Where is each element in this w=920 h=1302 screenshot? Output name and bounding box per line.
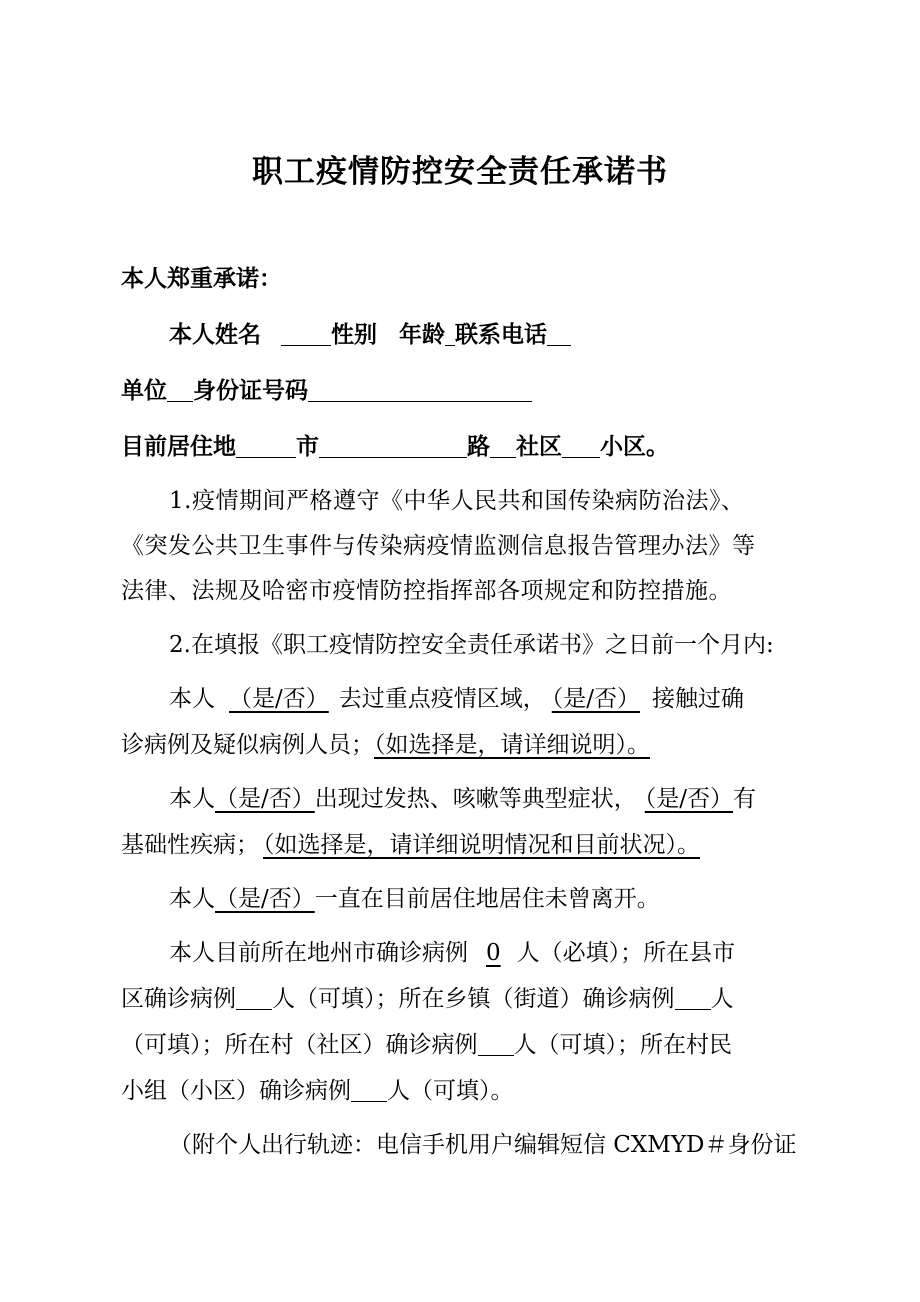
q2-mid: 出现过发热、咳嗽等典型症状， (314, 786, 637, 812)
unit-field[interactable] (167, 379, 193, 402)
cases-group-label: 小组（小区）确诊病例 (121, 1078, 351, 1104)
personal-info-row-2 (121, 376, 532, 406)
q2-note: （如选择是，请详细说明情况和目前状况）。 (263, 832, 700, 858)
cases-group-unit: 人（可填）。 (387, 1078, 514, 1104)
cases-prefecture-label: 本人目前所在地州市确诊病例 (169, 940, 468, 966)
cases-village-label: （可填）；所在村（社区）确诊病例 (121, 1032, 478, 1058)
id-label: 身份证号码 (193, 378, 308, 404)
phone-label: 联系电话 (455, 322, 548, 348)
cases-line-2 (121, 984, 734, 1014)
item2-line: 2.在填报《职工疫情防控安全责任承诺书》之日前一个月内: (169, 632, 774, 658)
residence-row (121, 432, 669, 462)
q1-suffix: 接触过确 (652, 686, 744, 712)
q1-line-1 (169, 684, 744, 714)
personal-info-row-1 (169, 320, 571, 350)
q1-mid: 去过重点疫情区域， (338, 686, 546, 712)
q3-choice[interactable]: （是/否） (215, 886, 315, 912)
q2-choice-1[interactable]: （是/否） (215, 786, 315, 812)
cases-prefecture-value[interactable]: 0 (486, 940, 501, 966)
page-title: 职工疫情防控安全责任承诺书 (252, 154, 668, 190)
residence-label: 目前居住地 (121, 434, 236, 460)
cases-line-3 (121, 1030, 732, 1060)
age-label: 年龄 (399, 322, 446, 348)
q1-prefix: 本人 (169, 686, 215, 712)
q3-suffix: 一直在目前居住地居住未曾离开。 (314, 886, 660, 912)
residence-field[interactable] (236, 435, 296, 458)
cases-town-unit: 人 (710, 986, 734, 1012)
cases-county-label-2: 区确诊病例 (121, 986, 236, 1012)
district-label: 小区。 (600, 434, 669, 460)
name-field[interactable] (281, 323, 331, 346)
q1-choice-2[interactable]: （是/否） (551, 686, 640, 712)
q1-note: （如选择是，请详细说明）。 (374, 732, 650, 758)
unit-label: 单位 (121, 378, 167, 404)
q2-line2-prefix: 基础性疾病； (121, 832, 259, 858)
road-field[interactable] (490, 435, 516, 458)
q2-choice-2[interactable]: （是/否） (644, 786, 733, 812)
city-label: 市 (296, 434, 319, 460)
item1-line-1: 1.疫情期间严格遵守《中华人民共和国传染病防治法》、 (169, 488, 745, 514)
q3-line (169, 884, 660, 914)
q2-prefix: 本人 (169, 786, 215, 812)
q3-prefix: 本人 (169, 886, 215, 912)
age-field[interactable] (445, 323, 455, 346)
intro-heading: 本人郑重承诺： (121, 266, 282, 292)
q2-suffix: 有 (733, 786, 756, 812)
cases-town-field[interactable] (675, 987, 711, 1010)
gender-label: 性别 (331, 322, 378, 348)
community-label: 社区 (516, 434, 562, 460)
cases-line-1 (169, 938, 735, 968)
phone-field[interactable] (547, 323, 571, 346)
cases-town-label: 人（可填）；所在乡镇（街道）确诊病例 (272, 986, 675, 1012)
item1-line-2: 《突发公共卫生事件与传染病疫情监测信息报告管理办法》等 (121, 533, 756, 559)
cases-county-label: 人（必填）；所在县市 (516, 940, 736, 966)
q2-line-2 (121, 830, 714, 860)
q1-line2-prefix: 诊病例及疑似病例人员； (121, 732, 374, 758)
city-field[interactable] (319, 435, 467, 458)
name-label: 本人姓名 (169, 322, 261, 348)
cases-village-field[interactable] (478, 1033, 514, 1056)
cases-county-field[interactable] (236, 987, 272, 1010)
road-label: 路 (467, 434, 490, 460)
q2-line-1 (169, 784, 756, 814)
appendix-line: （附个人出行轨迹：电信手机用户编辑短信 CXMYD＃身份证 (169, 1132, 797, 1158)
id-number-field[interactable] (308, 379, 532, 402)
cases-group-field[interactable] (351, 1079, 387, 1102)
community-field[interactable] (562, 435, 600, 458)
q1-choice-1[interactable]: （是/否） (229, 686, 329, 712)
q1-line-2 (121, 730, 658, 760)
cases-line-4 (121, 1076, 514, 1106)
item1-line-3: 法律、法规及哈密市疫情防控指挥部各项规定和防控措施。 (121, 578, 732, 604)
cases-villager-label: 人（可填）；所在村民 (513, 1032, 732, 1058)
